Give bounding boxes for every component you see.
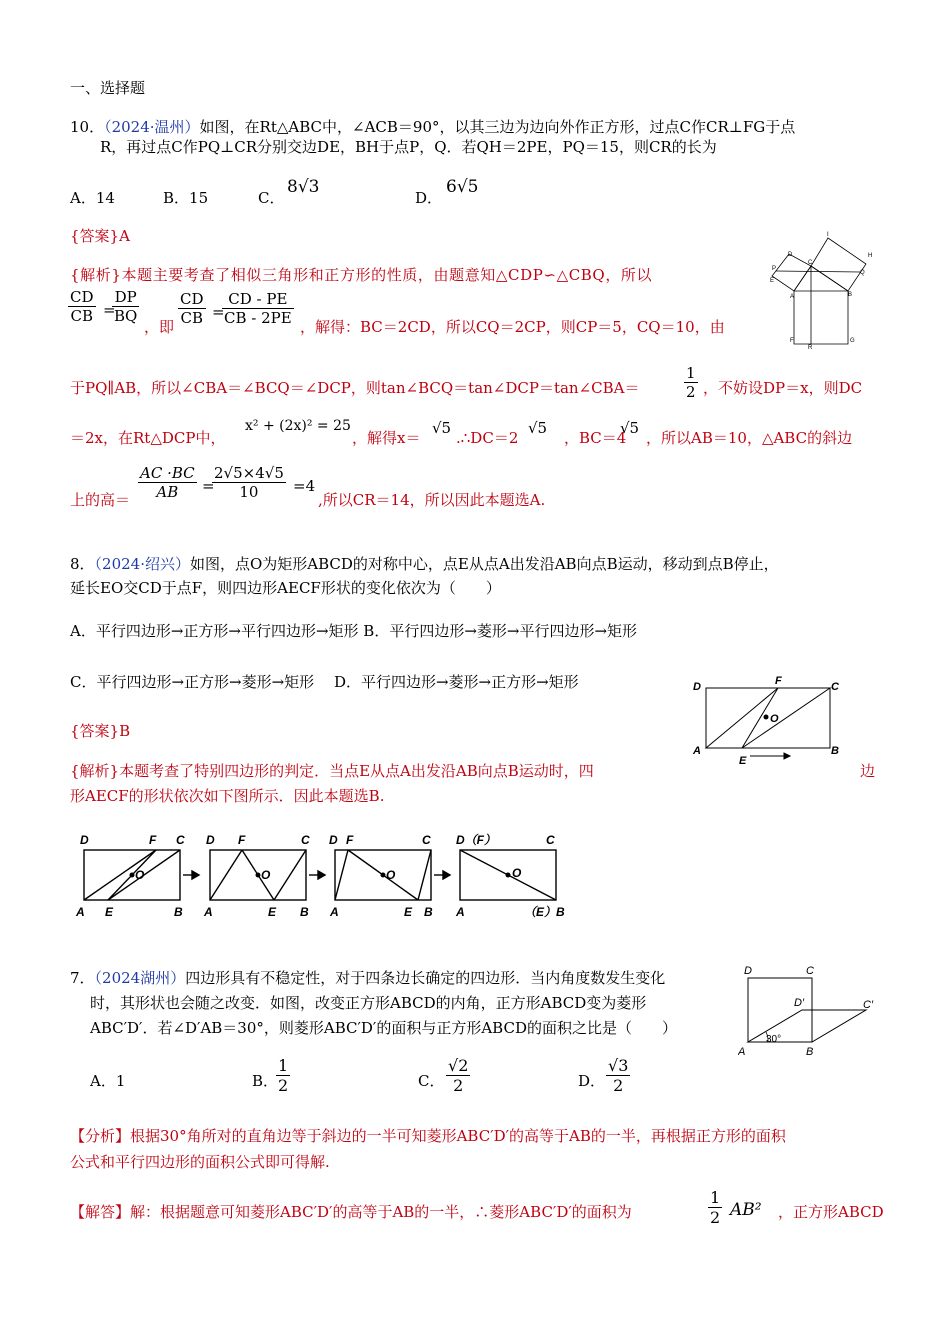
q7-option-d-frac: √3 2: [608, 1056, 629, 1095]
q8-stem2: 延长EO交CD于点F，则四边形AECF形状的变化依次为（ ）: [70, 579, 501, 597]
svg-text:D: D: [206, 833, 215, 847]
svg-text:E: E: [739, 755, 747, 767]
svg-text:E: E: [770, 278, 775, 284]
q8-answer: {答案}B: [70, 722, 131, 740]
q10-number: 10．: [70, 118, 105, 136]
svg-text:D: D: [744, 965, 752, 977]
svg-text:B: B: [174, 905, 183, 919]
svg-text:O: O: [135, 868, 145, 882]
svg-text:O: O: [770, 713, 779, 725]
svg-text:B: B: [848, 292, 853, 298]
q10-frac-pe: CD - PE CB - 2PE: [224, 290, 292, 327]
q10-analysis-5b: ,所以CR＝14，所以因此本题选A.: [318, 491, 546, 509]
svg-text:D: D: [788, 252, 793, 258]
svg-text:A: A: [738, 1046, 746, 1058]
svg-text:F: F: [149, 833, 157, 847]
q7-figure: [738, 962, 880, 1062]
svg-text:D′: D′: [794, 997, 805, 1009]
svg-text:O: O: [261, 868, 271, 882]
q10-half: 1 2: [686, 364, 696, 401]
svg-text:A: A: [693, 745, 701, 757]
q10-answer: {答案}A: [70, 227, 130, 245]
q7-solution-frac: 1 2: [710, 1188, 721, 1227]
q10-stem2: R，再过点C作PQ⊥CR分别交边DE，BH于点P，Q．若QH＝2PE，PQ＝15，则CR的长为: [100, 138, 717, 156]
q8-analysis-line1-tail: 边: [860, 762, 876, 780]
q10-analysis-4b: ，解得x＝: [352, 429, 421, 447]
q10-frac-dp-bq: DP BQ: [114, 288, 138, 325]
svg-text:30°: 30°: [766, 1034, 782, 1045]
q10-analysis-2b: ，解得：BC＝2CD，所以CQ＝2CP，则CP＝5，CQ＝10，由: [300, 318, 725, 336]
q7-stem2: 时，其形状也会随之改变．如图，改变正方形ABCD的内角，正方形ABCD变为菱形: [90, 994, 647, 1012]
q10-frac-cd-cb: CD CB: [70, 288, 94, 325]
svg-text:D: D: [80, 833, 89, 847]
q10-option-d: D．: [415, 189, 443, 207]
q10-source: （2024·温州）: [104, 118, 200, 136]
svg-text:G: G: [850, 338, 855, 344]
svg-text:B: B: [424, 905, 433, 919]
q10-analysis-3a: 于PQ∥AB，所以∠CBA＝∠BCQ＝∠DCP，则tan∠BCQ＝tan∠DCP＝tan∠CBA＝: [70, 379, 640, 397]
svg-text:A: A: [76, 905, 85, 919]
q7-stem-line1: [70, 968, 665, 988]
q10-analysis-4d: ，BC＝4: [564, 429, 627, 447]
q7-option-c-frac: √2 2: [448, 1056, 469, 1095]
svg-text:C: C: [808, 260, 813, 266]
q7-number: 7．: [70, 969, 95, 987]
q10-analysis-4e: ，所以AB＝10，△ABC的斜边: [646, 429, 853, 447]
q7-option-d: D．: [578, 1072, 606, 1090]
svg-text:B: B: [806, 1046, 814, 1058]
svg-text:P: P: [772, 266, 777, 272]
svg-text:D: D: [693, 681, 701, 693]
svg-text:E: E: [268, 905, 277, 919]
svg-text:D（F）: D（F）: [456, 833, 496, 847]
q10-height-frac-2: 2√5×4√5 10: [214, 464, 284, 501]
svg-text:H: H: [868, 253, 873, 259]
svg-text:C: C: [806, 965, 814, 977]
q10-analysis-2a: ，即: [144, 318, 175, 336]
q10-sqrt5-b: √5: [528, 419, 548, 437]
q8-analysis-line2: 形AECF的形状依次如下图所示．因此本题选B.: [70, 787, 385, 805]
q10-equation: x² + (2x)² = 25: [245, 418, 351, 434]
svg-text:B: B: [300, 905, 309, 919]
q8-stem1: 如图，点O为矩形ABCD的对称中心，点E从点A出发沿AB向点B运动，移动到点B停止，: [190, 555, 779, 573]
q8-number: 8．: [70, 555, 95, 573]
q10-sqrt5-a: √5: [432, 419, 452, 437]
q8-stem-line1: [70, 554, 779, 574]
q10-analysis-5a: 上的高＝: [70, 491, 131, 509]
svg-text:C: C: [546, 833, 555, 847]
svg-text:Q: Q: [860, 270, 865, 276]
q8-option-ab: A．平行四边形→正方形→平行四边形→矩形 B．平行四边形→菱形→平行四边形→矩形: [70, 622, 638, 640]
svg-text:I: I: [827, 232, 829, 238]
q7-analysis2: 公式和平行四边形的面积公式即可得解.: [70, 1153, 330, 1171]
q10-figure: [768, 226, 880, 350]
q10-stem-line1: [70, 117, 795, 137]
q8-sequence-figure: [72, 828, 572, 924]
q7-solution: 【解答】解：根据题意可知菱形ABC′D′的高等于AB的一半，∴菱形ABC′D′的面积为: [70, 1203, 632, 1221]
section-title: 一、选择题: [70, 79, 146, 97]
q10-option-b: B．15: [163, 189, 209, 207]
q8-source: （2024·绍兴）: [94, 555, 190, 573]
svg-text:A: A: [790, 294, 795, 300]
q10-analysis-3b: ，不妨设DP＝x，则DC: [703, 379, 863, 397]
q7-option-c: C．: [418, 1072, 445, 1090]
q10-option-c-value: 8√3: [287, 177, 320, 197]
q7-stem1: 四边形具有不稳定性，对于四条边长确定的四边形．当内角度数发生变化: [185, 969, 666, 987]
svg-text:D: D: [329, 833, 338, 847]
q7-option-a: A．1: [90, 1072, 126, 1090]
svg-text:F: F: [790, 338, 794, 344]
q7-source: （2024湖州）: [94, 969, 186, 987]
svg-text:F: F: [346, 833, 354, 847]
q10-stem1: 如图，在Rt△ABC中，∠ACB＝90°，以其三边为边向外作正方形，过点C作CR⊥FG于点: [199, 118, 796, 136]
svg-text:A: A: [456, 905, 465, 919]
svg-text:A: A: [204, 905, 213, 919]
q10-sqrt5-c: √5: [620, 419, 640, 437]
svg-text:A: A: [330, 905, 339, 919]
svg-text:E: E: [105, 905, 114, 919]
q7-option-b: B．: [252, 1072, 279, 1090]
svg-text:F: F: [775, 675, 782, 687]
q10-frac-cd-cb-2: CD CB: [180, 290, 204, 327]
q10-height-result: =4: [293, 477, 316, 495]
svg-text:B: B: [831, 745, 839, 757]
q7-stem3: ABC′D′．若∠D′AB＝30°，则菱形ABC′D′的面积与正方形ABCD的面积之比是（ ）: [90, 1019, 677, 1037]
q7-solution-ab: AB²: [730, 1200, 762, 1220]
q10-option-d-value: 6√5: [446, 177, 479, 197]
q7-analysis: 【分析】根据30°角所对的直角边等于斜边的一半可知菱形ABC′D′的高等于AB的一半，再根据正方形的面积: [70, 1127, 786, 1145]
q8-analysis-line1: {解析}本题考查了特别四边形的判定．当点E从点A出发沿AB向点B运动时，四: [70, 762, 594, 780]
q10-option-a: A．14: [70, 189, 115, 207]
svg-text:F: F: [238, 833, 246, 847]
q10-option-c: C．: [258, 189, 285, 207]
q10-analysis-4c: .∴DC＝2: [456, 429, 519, 447]
q10-analysis-4a: ＝2x，在Rt△DCP中，: [70, 429, 226, 447]
svg-text:C: C: [422, 833, 431, 847]
q10-height-frac-1: AC ·BC AB: [140, 464, 195, 501]
svg-text:O: O: [386, 868, 396, 882]
q10-analysis-line1: {解析}本题主要考查了相似三角形和正方形的性质，由题意知△CDP∽△CBQ，所以: [70, 266, 653, 284]
svg-text:（E）B: （E）B: [524, 905, 565, 919]
svg-text:C′: C′: [863, 999, 874, 1011]
q8-figure: [690, 672, 850, 772]
q7-option-b-frac: 1 2: [278, 1056, 289, 1095]
q7-solution-tail: ，正方形ABCD: [778, 1203, 884, 1221]
svg-text:E: E: [404, 905, 413, 919]
svg-text:R: R: [808, 345, 813, 350]
svg-text:C: C: [831, 681, 839, 693]
svg-text:C: C: [301, 833, 310, 847]
svg-text:O: O: [512, 866, 522, 880]
svg-text:C: C: [176, 833, 185, 847]
q8-option-cd: C．平行四边形→正方形→菱形→矩形 D．平行四边形→菱形→正方形→矩形: [70, 673, 579, 691]
